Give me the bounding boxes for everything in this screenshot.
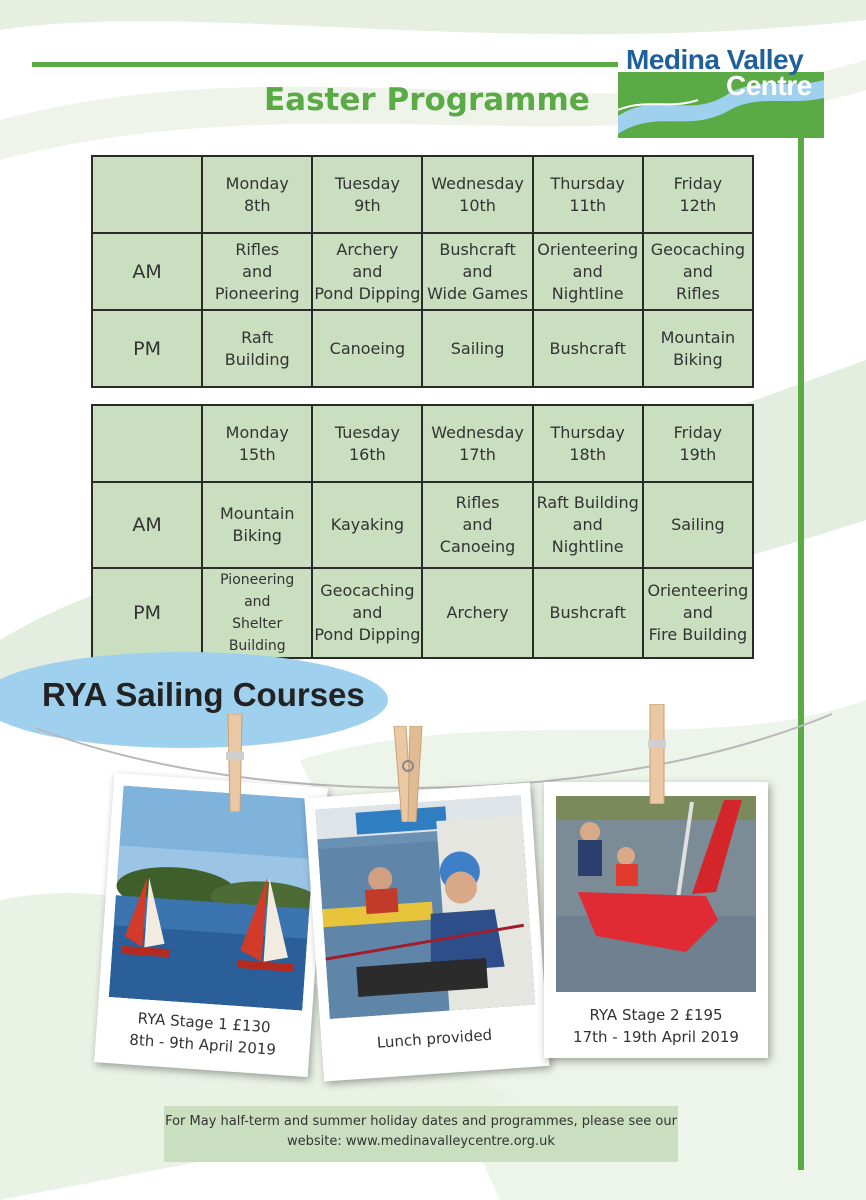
sailing-heading: RYA Sailing Courses [42,676,365,713]
week2-pm-row [92,568,753,658]
week1-pm-tue: Canoeing [312,310,422,387]
week2-am-fri: Sailing [643,482,753,568]
peg-icon [390,726,426,822]
polaroid-stage2 [544,782,768,1058]
week1-am-tue: Archery and Pond Dipping [312,233,422,310]
week2-header-row [92,405,753,482]
week2-am-row [92,482,753,568]
week2-day-wed: Wednesday 17th [422,405,532,482]
week1-pm-mon: Raft Building [202,310,312,387]
week2-am-thu: Raft Building and Nightline [533,482,643,568]
side-rule [798,137,804,1170]
stage1-caption: RYA Stage 1 £130 8th - 9th April 2019 [128,1009,277,1059]
stage2-caption: RYA Stage 2 £195 17th - 19th April 2019 [573,1006,739,1046]
week1-pm-fri: Mountain Biking [643,310,753,387]
week1-day-thu: Thursday 11th [533,156,643,233]
week2-am-label: AM [92,482,202,568]
week2-pm-thu: Bushcraft [533,568,643,658]
stage2-photo [556,796,756,992]
week2-am-wed: Rifles and Canoeing [422,482,532,568]
week1-am-fri: Geocaching and Rifles [643,233,753,310]
week1-am-mon: Rifles and Pioneering [202,233,312,310]
week1-pm-label: PM [92,310,202,387]
week2-day-fri: Friday 19th [643,405,753,482]
footer-note [164,1106,678,1162]
peg-icon [218,714,248,812]
week2-pm-tue: Geocaching and Pond Dipping [312,568,422,658]
week1-day-wed: Wednesday 10th [422,156,532,233]
stage1-photo [109,786,317,1011]
week2-am-tue: Kayaking [312,482,422,568]
footer-line2[interactable]: website: www.medinavalleycentre.org.uk [287,1134,555,1149]
week2-pm-mon: Pioneering and Shelter Building [202,568,312,658]
lunch-photo [315,795,535,1019]
week2-day-mon: Monday 15th [202,405,312,482]
week1-am-label: AM [92,233,202,310]
lunch-caption: Lunch provided [376,1025,493,1052]
week1-day-tue: Tuesday 9th [312,156,422,233]
week2-pm-label: PM [92,568,202,658]
week2-table [91,404,754,659]
header-rule [32,62,618,67]
page-title: Easter Programme [264,82,590,118]
polaroid-lunch [304,782,549,1081]
week2-pm-fri: Orienteering and Fire Building [643,568,753,658]
week1-am-thu: Orienteering and Nightline [533,233,643,310]
week1-am-wed: Bushcraft and Wide Games [422,233,532,310]
logo-line2: Centre [726,70,812,101]
corner-cell [92,156,202,233]
week1-pm-wed: Sailing [422,310,532,387]
polaroid-stage1 [94,773,328,1077]
corner-cell [92,405,202,482]
week1-table [91,155,754,388]
week2-am-mon: Mountain Biking [202,482,312,568]
peg-icon [646,704,668,804]
week1-header-row [92,156,753,233]
week1-pm-row [92,310,753,387]
week1-day-fri: Friday 12th [643,156,753,233]
logo-line1: Medina Valley [626,44,804,75]
week1-am-row [92,233,753,310]
week2-day-tue: Tuesday 16th [312,405,422,482]
footer-line1: For May half-term and summer holiday dates and programmes, please see our [165,1114,677,1129]
week1-day-mon: Monday 8th [202,156,312,233]
week2-pm-wed: Archery [422,568,532,658]
week1-pm-thu: Bushcraft [533,310,643,387]
week2-day-thu: Thursday 18th [533,405,643,482]
